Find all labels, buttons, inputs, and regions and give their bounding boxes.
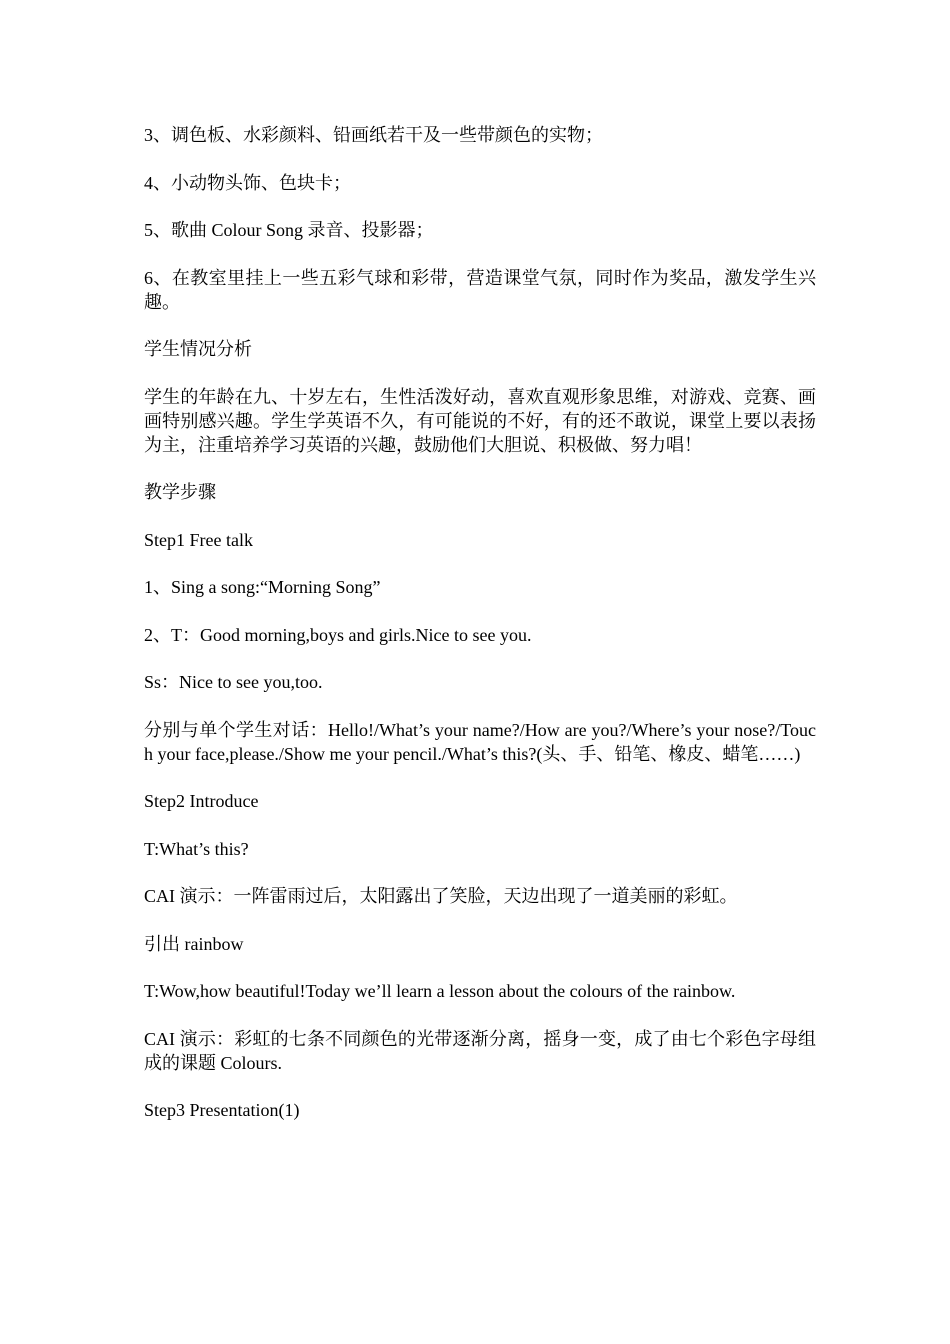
step1-item-1: 1、Sing a song:“Morning Song”	[144, 577, 381, 597]
student-analysis-paragraph: 学生的年龄在九、十岁左右，生性活泼好动，喜欢直观形象思维，对游戏、竞赛、画画特别感兴趣。学生学英语不久，有可能说的不好，有的还不敢说，课堂上要以表扬为主，注重培养学习英语的兴趣，鼓励他们大胆说、积极做、努力唱！	[144, 386, 816, 455]
step3-heading: Step3 Presentation(1)	[144, 1100, 300, 1120]
materials-item-4: 4、小动物头饰、色块卡；	[144, 172, 351, 193]
section-heading-teaching-steps: 教学步骤	[144, 482, 216, 502]
step2-cai-demo-2: CAI 演示：彩虹的七条不同颜色的光带逐渐分离，摇身一变，成了由七个彩色字母组成的课题 Colours.	[144, 1028, 816, 1073]
step1-item-2: 2、T：Good morning,boys and girls.Nice to see you.	[144, 624, 532, 645]
materials-item-3: 3、调色板、水彩颜料、铅画纸若干及一些带颜色的实物；	[144, 125, 603, 145]
materials-item-6: 6、在教室里挂上一些五彩气球和彩带，营造课堂气氛，同时作为奖品，激发学生兴趣。	[144, 267, 816, 312]
step2-teacher-question: T:What’s this?	[144, 838, 249, 859]
step2-cai-demo-1: CAI 演示：一阵雷雨过后，太阳露出了笑脸，天边出现了一道美丽的彩虹。	[144, 886, 738, 906]
step1-students-reply: Ss：Nice to see you,too.	[144, 672, 323, 692]
step2-introduce-rainbow: 引出 rainbow	[144, 933, 244, 954]
document-body	[144, 123, 816, 1146]
step2-heading: Step2 Introduce	[144, 791, 259, 811]
step1-heading: Step1 Free talk	[144, 529, 253, 550]
materials-item-5: 5、歌曲 Colour Song 录音、投影器；	[144, 220, 434, 240]
step2-teacher-remark: T:Wow,how beautiful!Today we’ll learn a lesson about the colours of the rainbow.	[144, 981, 736, 1001]
step1-individual-dialogue: 分别与单个学生对话：Hello!/What’s your name?/How are you?/Where’s your nose?/Touch your face,please./Show me your pencil./What’s this?(头、手、铅笔、橡皮、蜡笔……)	[144, 719, 816, 764]
section-heading-student-analysis: 学生情况分析	[144, 339, 252, 359]
